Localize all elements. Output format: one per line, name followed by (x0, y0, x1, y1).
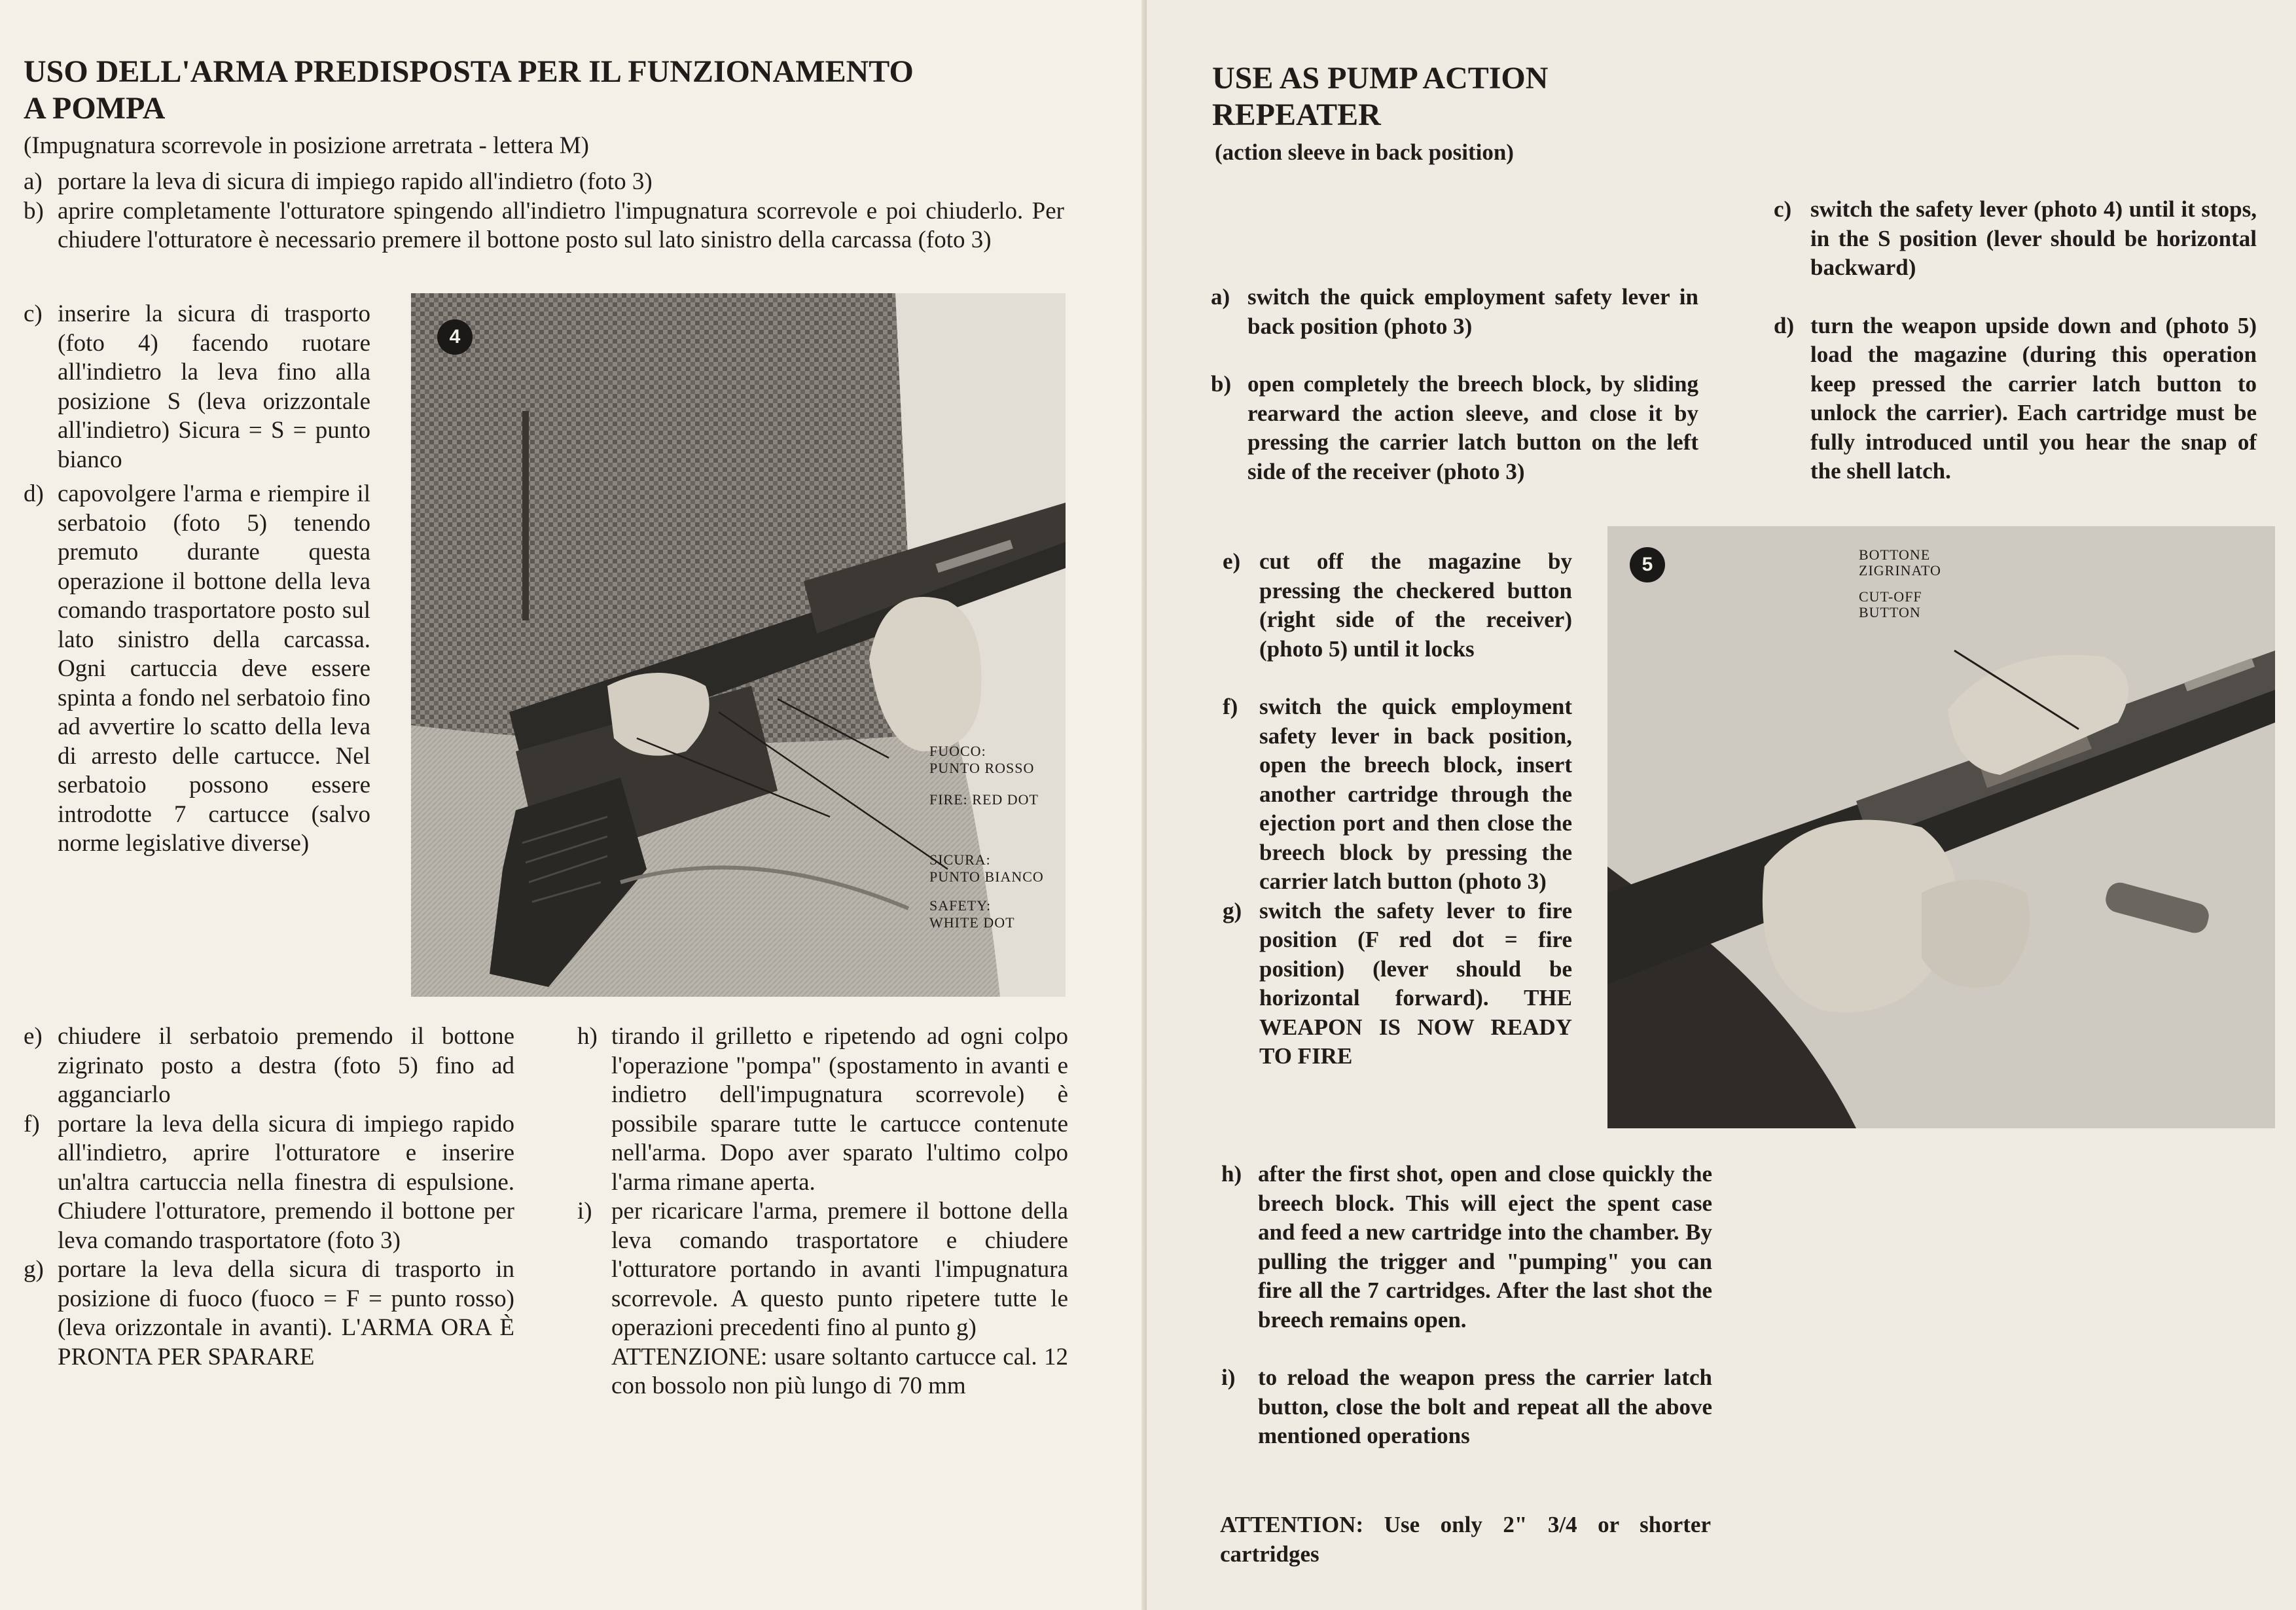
right-item-b (1211, 370, 1698, 486)
item-text: after the first shot, open and close quickly the breech block. This will eject the spent case and feed a new cartridge into the chamber. By pulling the trigger and "pumping" you can fire all the 7 cartridges. After the last shot the breech remains open. (1258, 1161, 1712, 1333)
item-text: tirando il grilletto e ripetendo ad ogni colpo l'operazione "pompa" (spostamento in avanti e indietro dell'impugnatura scorrevole) è possibile sparare tutte le cartucce contenute nell'arma. Dopo aver sparato l'ultimo colpo l'arma rimane aperta. (611, 1023, 1068, 1196)
item-letter: f) (24, 1110, 40, 1137)
right-attention: ATTENTION: Use only 2" 3/4 or shorter cartridges (1220, 1512, 1711, 1567)
right-item-a (1211, 283, 1698, 341)
right-title-line1: USE AS PUMP ACTION (1212, 61, 1549, 96)
right-list-c-d (1774, 195, 2257, 515)
item-text: open completely the breech block, by sliding rearward the action sleeve, and close it by pressing the carrier latch button on the left side of the receiver (photo 3) (1247, 371, 1698, 484)
caption-bottone: BOTTONE (1859, 546, 1931, 563)
item-text: inserire la sicura di trasporto (foto 4) facendo ruotare all'indietro la leva fino alla posizione S (leva orizzontale all'indietro) Sicura = S = punto bianco (58, 300, 370, 473)
right-item-i (1221, 1363, 1712, 1451)
photo-4-marker: 4 (437, 319, 473, 355)
left-page (0, 0, 1147, 1610)
item-text: switch the safety lever to fire position (F red dot = fire position) (lever should be horizontal forward). THE WEAPON IS NOW READY TO FIRE (1259, 897, 1572, 1069)
item-letter: a) (24, 168, 43, 195)
caption-sicura: SICURA: (929, 851, 991, 868)
photo-5 (1607, 526, 2275, 1128)
right-list-e-g (1223, 547, 1572, 1100)
item-letter: g) (24, 1256, 44, 1283)
item-letter: e) (24, 1023, 43, 1050)
right-list-a-b (1211, 283, 1698, 515)
right-list-h-i (1221, 1160, 1712, 1480)
item-letter: a) (1211, 284, 1230, 310)
item-text: per ricaricare l'arma, premere il bottone della leva comando trasportatore e chiudere l'otturatore portando in avanti l'impugnatura scorrevole. A questo punto ripetere tutte le operazioni precedenti fino al punto g) (611, 1198, 1068, 1341)
left-title (24, 54, 1071, 127)
left-item-g (24, 1255, 514, 1372)
photo-4 (411, 293, 1066, 997)
left-item-b (24, 197, 1064, 255)
caption-fire-red-dot: FIRE: RED DOT (929, 791, 1039, 808)
caption-button: BUTTON (1859, 604, 1921, 620)
right-item-f (1223, 692, 1572, 897)
caption-zigrinato: ZIGRINATO (1859, 562, 1941, 579)
left-subtitle: (Impugnatura scorrevole in posizione arretrata - lettera M) (24, 132, 589, 159)
left-item-h (577, 1022, 1068, 1197)
item-letter: d) (1774, 312, 1795, 338)
left-item-f (24, 1110, 514, 1256)
left-list-side (24, 300, 370, 859)
right-title (1212, 60, 1670, 134)
left-item-a (24, 168, 1064, 197)
right-title-line2: REPEATER (1212, 98, 1381, 132)
left-item-d (24, 480, 370, 859)
left-attention (577, 1343, 1068, 1401)
caption-punto-bianco: PUNTO BIANCO (929, 868, 1044, 885)
item-text: switch the safety lever (photo 4) until it stops, in the S position (lever should be horizontal backward) (1810, 196, 2257, 280)
item-text: portare la leva della sicura di trasporto in posizione di fuoco (fuoco = F = punto rosso) (leva orizzontale in avanti). L'ARMA ORA È PRONTA PER SPARARE (58, 1256, 514, 1370)
right-page (1147, 0, 2296, 1610)
left-list-col1 (24, 1022, 514, 1372)
item-text: capovolgere l'arma e riempire il serbatoio (foto 5) tenendo premuto durante questa operazione il bottone della leva comando trasportatore posto sul lato sinistro della carcassa. Ogni cartuccia deve essere spinta a fondo nel serbatoio fino ad avvertire lo scatto della leva di arresto delle cartucce. Nel serbatoio possono essere introdotte 7 cartucce (salvo norme legislative diverse) (58, 480, 370, 857)
item-text: aprire completamente l'otturatore spingendo all'indietro l'impugnatura scorrevole e poi chiuderlo. Per chiudere l'otturatore è necessario premere il bottone posto sul lato sinistro della carcassa (foto 3) (58, 197, 1064, 253)
caption-white-dot: WHITE DOT (929, 914, 1015, 931)
item-text: switch the quick employment safety lever in back position, open the breech block, insert another cartridge through the ejection port and then close the breech block by pressing the carrier latch button (photo 3) (1259, 694, 1572, 894)
left-item-c (24, 300, 370, 474)
item-letter: g) (1223, 897, 1242, 923)
left-list-top (24, 168, 1064, 255)
item-text: portare la leva di sicura di impiego rapido all'indietro (foto 3) (58, 168, 653, 195)
right-subtitle: (action sleeve in back position) (1215, 139, 1514, 165)
right-item-h (1221, 1160, 1712, 1334)
caption-fuoco: FUOCO: (929, 743, 986, 759)
item-letter: i) (577, 1198, 592, 1225)
item-letter: f) (1223, 694, 1238, 719)
item-letter: e) (1223, 548, 1241, 574)
left-title-line2: A POMPA (24, 91, 166, 126)
photo-4-image (411, 293, 1066, 997)
item-text: portare la leva della sicura di impiego rapido all'indietro, aprire l'otturatore e inserire un'altra cartuccia nella finestra di espulsione. Chiudere l'otturatore, premendo il bottone per leva comando trasportatore (foto 3) (58, 1110, 514, 1254)
item-letter: c) (1774, 196, 1792, 222)
item-text: chiudere il serbatoio premendo il bottone zigrinato posto a destra (foto 5) fino ad agganciarlo (58, 1023, 514, 1108)
caption-safety: SAFETY: (929, 897, 992, 914)
caption-punto-rosso: PUNTO ROSSO (929, 760, 1035, 776)
item-text: turn the weapon upside down and (photo 5) load the magazine (during this operation keep pressed the carrier latch button to unlock the carrier). Each cartridge must be fully introduced until you hear the snap of the shell latch. (1810, 312, 2257, 484)
right-item-g (1223, 897, 1572, 1071)
photo-5-image (1607, 526, 2275, 1128)
item-letter: h) (577, 1023, 598, 1050)
left-item-i (577, 1197, 1068, 1343)
item-letter: b) (1211, 371, 1232, 397)
left-list-col2 (577, 1022, 1068, 1401)
right-item-e (1223, 547, 1572, 664)
item-letter: d) (24, 480, 44, 507)
item-text: cut off the magazine by pressing the checkered button (right side of the receiver) (photo 5) until it locks (1259, 548, 1572, 662)
item-letter: c) (24, 300, 43, 327)
attention-text: ATTENZIONE: usare soltanto cartucce cal. 12 con bossolo non più lungo di 70 mm (611, 1343, 1068, 1399)
photo-5-marker: 5 (1630, 547, 1665, 582)
item-letter: i) (1221, 1365, 1236, 1390)
item-letter: b) (24, 197, 44, 224)
right-item-d (1774, 312, 2257, 486)
right-item-c (1774, 195, 2257, 283)
item-text: to reload the weapon press the carrier latch button, close the bolt and repeat all the above mentioned operations (1258, 1365, 1712, 1448)
left-title-line1: USO DELL'ARMA PREDISPOSTA PER IL FUNZIONAMENTO (24, 54, 914, 89)
item-letter: h) (1221, 1161, 1242, 1187)
caption-cut-off: CUT-OFF (1859, 588, 1922, 605)
item-text: switch the quick employment safety lever in back position (photo 3) (1247, 284, 1698, 339)
left-item-e (24, 1022, 514, 1110)
